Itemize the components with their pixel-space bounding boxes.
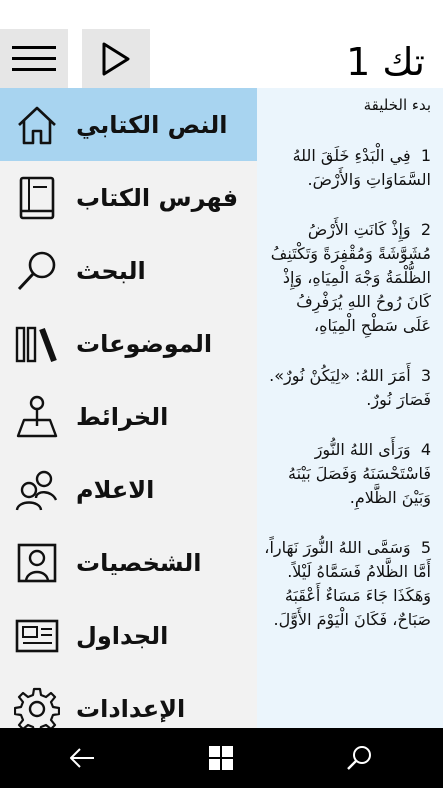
gear-icon [12, 684, 62, 729]
system-navigation-bar [0, 728, 443, 788]
library-icon [12, 319, 62, 369]
sidebar-item-label: فهرس الكتاب [76, 183, 239, 212]
play-button[interactable] [82, 29, 150, 88]
section-heading: بدء الخليقة [363, 96, 431, 114]
verse[interactable] [257, 144, 443, 192]
book-icon [12, 173, 62, 223]
sidebar-item-book-index[interactable] [0, 161, 257, 234]
play-icon [101, 42, 131, 76]
sidebar-item-label: الشخصيات [76, 548, 202, 577]
start-button[interactable] [181, 728, 261, 788]
verse-number: 5 [420, 538, 431, 557]
sidebar-item-label: الخرائط [76, 402, 169, 431]
sidebar-item-label: الاعلام [76, 475, 155, 504]
sidebar-item-label: النص الكتابي [76, 110, 228, 139]
sidebar-item-label: الإعدادات [76, 694, 186, 723]
verse-number: 1 [420, 146, 431, 165]
verse-text: فِي الْبَدْءِ خَلَقَ اللهُ السَّمَاوَاتِ وَالأَرْضَ. [292, 146, 431, 189]
sidebar-item-search[interactable] [0, 234, 257, 307]
sidebar-item-topics[interactable] [0, 307, 257, 380]
people-icon [12, 465, 62, 515]
verse-number: 4 [420, 440, 431, 459]
sidebar-item-label: البحث [76, 256, 146, 285]
verse-text: وَإِذْ كَانَتِ الأَرْضُ مُشَوَّشَةً وَمُقْفِرَةً وَتَكْتَنِفُ الظُّلْمَةُ وَجْهَ الْمِيَاهِ، وَإِذْ كَانَ رُوحُ اللهِ يُرَفْرِفُ عَلَى سَطْحِ الْمِيَاهِ، [270, 220, 431, 335]
back-arrow-icon [68, 746, 96, 770]
contact-card-icon [12, 538, 62, 588]
verse[interactable] [257, 364, 443, 412]
hamburger-icon [12, 44, 56, 74]
sidebar-item-label: الجداول [76, 621, 169, 650]
search-icon [346, 745, 372, 771]
home-icon [12, 100, 62, 150]
sidebar-item-tables[interactable] [0, 599, 257, 672]
windows-logo-icon [209, 746, 233, 770]
verse-number: 3 [420, 366, 431, 385]
page-title: تك 1 [346, 40, 425, 84]
back-button[interactable] [42, 728, 122, 788]
top-bar [0, 0, 443, 88]
table-icon [12, 611, 62, 661]
verse-text: وَسَمَّى اللهُ النُّورَ نَهَاراً، أَمَّا الظَّلامُ فَسَمَّاهُ لَيْلاً. وَهَكَذَا جَاءَ مَسَاءٌ أَعْقَبَهُ صَبَاحٌ، فَكَانَ الْيَوْمَ الأَوَّلَ. [264, 538, 431, 629]
sidebar-item-settings[interactable] [0, 672, 257, 728]
sidebar-item-names[interactable] [0, 453, 257, 526]
sidebar-item-label: الموضوعات [76, 329, 213, 358]
verse[interactable] [257, 438, 443, 510]
verse[interactable] [257, 536, 443, 632]
scripture-panel[interactable] [257, 88, 443, 728]
sidebar-item-scripture[interactable] [0, 88, 257, 161]
sidebar-item-characters[interactable] [0, 526, 257, 599]
map-pin-icon [12, 392, 62, 442]
verse-text: وَرَأَى اللهُ النُّورَ فَاسْتَحْسَنَهُ وَفَصَلَ بَيْنَهُ وَبَيْنَ الظَّلامِ. [288, 440, 431, 507]
verse-text: أَمَرَ اللهُ: «لِيَكُنْ نُورٌ». فَصَارَ نُورٌ. [269, 366, 431, 409]
sidebar-item-maps[interactable] [0, 380, 257, 453]
verse-number: 2 [420, 220, 431, 239]
sidebar [0, 88, 257, 728]
menu-button[interactable] [0, 29, 68, 88]
verse[interactable] [257, 218, 443, 338]
search-icon [12, 246, 62, 296]
cortana-search-button[interactable] [319, 728, 399, 788]
